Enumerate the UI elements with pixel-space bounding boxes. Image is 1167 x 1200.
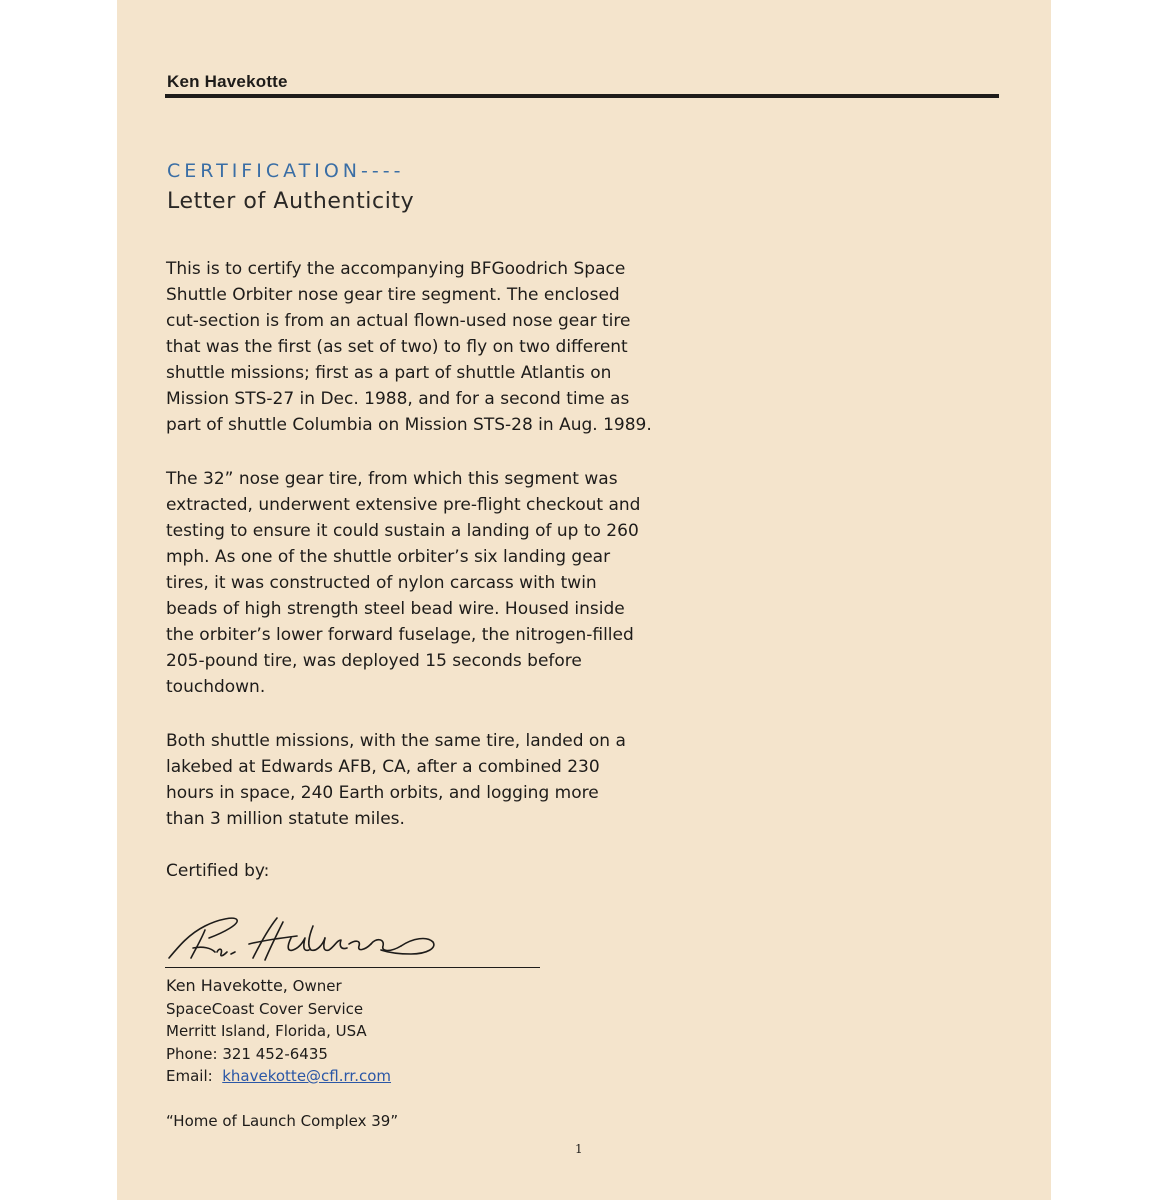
text-line: extracted, underwent extensive pre-flight checkout and <box>166 495 641 515</box>
text-line: than 3 million statute miles. <box>166 809 405 829</box>
paragraph-tire-details <box>166 466 726 700</box>
text-line: cut-section is from an actual flown-used nose gear tire <box>166 311 631 331</box>
signature-icon <box>165 908 465 966</box>
paragraph-intro <box>166 256 726 438</box>
text-line: hours in space, 240 Earth orbits, and logging more <box>166 783 599 803</box>
text-line: touchdown. <box>166 677 266 697</box>
letterhead-name: Ken Havekotte <box>167 72 288 91</box>
text-line: Mission STS-27 in Dec. 1988, and for a second time as <box>166 389 630 409</box>
email-link[interactable]: khavekotte@cfl.rr.com <box>222 1067 392 1085</box>
signer-name: Ken Havekotte, <box>166 976 288 995</box>
text-line: lakebed at Edwards AFB, CA, after a combined 230 <box>166 757 600 777</box>
text-line: part of shuttle Columbia on Mission STS-28 in Aug. 1989. <box>166 415 652 435</box>
text-line: the orbiter’s lower forward fuselage, the nitrogen-filled <box>166 625 634 645</box>
signature-line <box>165 967 540 968</box>
phone-number: 321 452-6435 <box>222 1044 328 1063</box>
email-label: Email: <box>166 1067 213 1085</box>
letter-subtitle: Letter of Authenticity <box>167 189 415 214</box>
text-line: This is to certify the accompanying BFGoodrich Space <box>166 259 626 279</box>
signer-role: Owner <box>292 977 342 995</box>
text-line: tires, it was constructed of nylon carcass with twin <box>166 573 597 593</box>
text-line: that was the first (as set of two) to fly on two different <box>166 337 628 357</box>
signer-company: SpaceCoast Cover Service <box>166 999 364 1018</box>
signer-contact-block <box>166 975 391 1088</box>
letterhead-rule <box>165 94 999 98</box>
text-line: Both shuttle missions, with the same tire, landed on a <box>166 731 626 751</box>
signer-email-line <box>166 1065 391 1088</box>
motto: “Home of Launch Complex 39” <box>166 1112 399 1130</box>
letter-page <box>117 0 1051 1200</box>
signer-location: Merritt Island, Florida, USA <box>166 1022 367 1040</box>
certification-heading: CERTIFICATION---- <box>167 160 405 182</box>
phone-label: Phone: <box>166 1044 218 1063</box>
certified-by-label: Certified by: <box>166 861 270 881</box>
signer-name-line <box>166 975 391 998</box>
signer-phone-line <box>166 1043 391 1066</box>
text-line: The 32” nose gear tire, from which this segment was <box>166 469 618 489</box>
text-line: mph. As one of the shuttle orbiter’s six landing gear <box>166 547 611 567</box>
text-line: beads of high strength steel bead wire. Housed inside <box>166 599 625 619</box>
text-line: shuttle missions; first as a part of shuttle Atlantis on <box>166 363 612 383</box>
page-number: 1 <box>575 1142 583 1156</box>
text-line: Shuttle Orbiter nose gear tire segment. The enclosed <box>166 285 620 305</box>
text-line: 205-pound tire, was deployed 15 seconds before <box>166 651 582 671</box>
text-line: testing to ensure it could sustain a landing of up to 260 <box>166 521 639 541</box>
paragraph-missions <box>166 728 726 832</box>
